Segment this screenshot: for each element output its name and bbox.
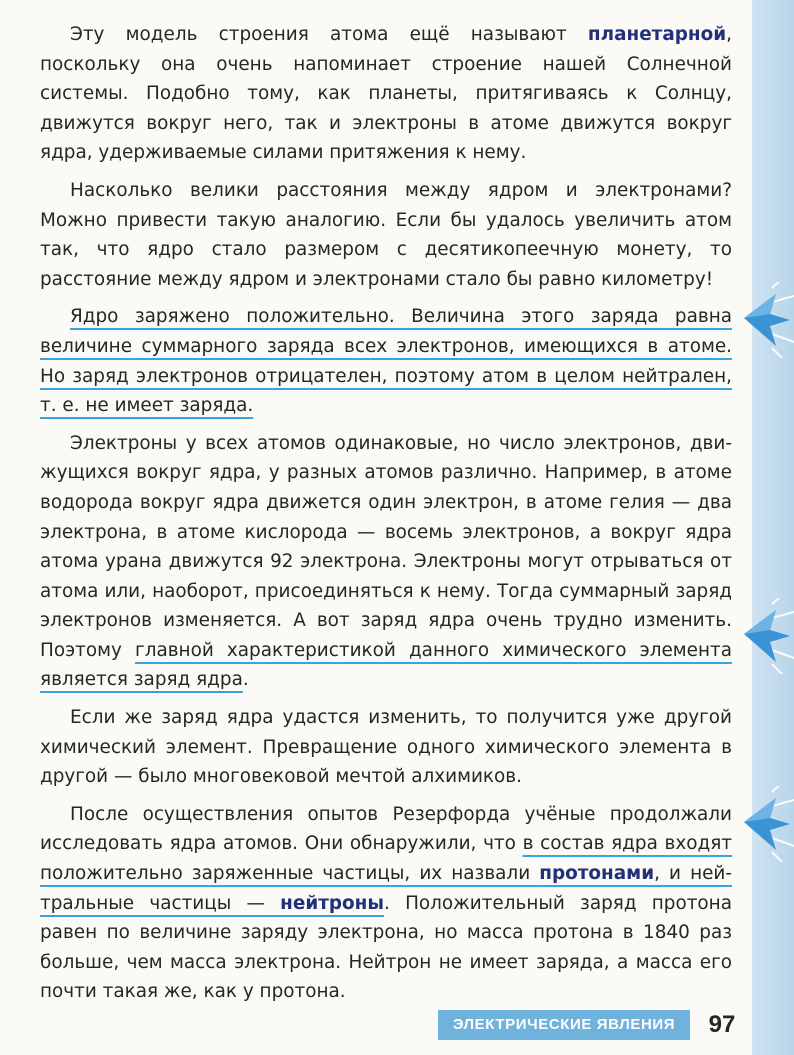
- page-body: [40, 20, 732, 1015]
- paragraph: [40, 176, 732, 294]
- text-run: Эту модель строения атома ещё называют: [70, 24, 588, 45]
- key-term: протонами: [539, 863, 655, 885]
- highlighted-statement: , и нейтральные частицы —: [40, 863, 733, 914]
- page-number: 97: [708, 1011, 736, 1038]
- paragraph: [40, 302, 732, 420]
- paragraph: [40, 429, 732, 695]
- key-term: нейтроны: [280, 892, 385, 914]
- arrow-pointer-icon: [742, 598, 794, 674]
- highlighted-statement: главной характеристикой данного химического элемента является заряд ядра: [40, 639, 732, 691]
- text-run: Электроны у всех атомов одинаковые, но число электронов, движущихся вокруг ядра, у разных атомов различно. Например, в атоме водорода вокруг ядра движется один электрон, в атоме гелия — два электрона, в атоме кислорода — восемь электронов, а вокруг ядра атома урана движутся 92 электрона. Электроны могут отрываться от атома или, наоборот, присоединяться к нему. Тогда суммарный заряд электронов изменяется. А вот заряд ядра очень трудно изменить. Поэтому: [40, 432, 732, 661]
- highlighted-statement: Ядро заряжено положительно. Величина этого заряда равна величине суммарного заряда всех электронов, имеющихся в атоме. Но заряд электронов отрицателен, поэтому атом в целом нейтрален, т. е. не имеет заряда.: [40, 306, 732, 417]
- arrow-pointer-icon: [742, 786, 794, 862]
- text-run: . Положительный заряд протона равен по величине заряду электрона, но масса протона в 1840 раз больше, чем масса электрона. Нейтрон не имеет заряда, а масса его почти такая же, как у протона.: [40, 892, 732, 1003]
- page-edge-sidebar: [752, 0, 794, 1055]
- text-run: После осуществления опытов Резерфорда учёные продолжали исследовать ядра атомов. Они обнаружили, что: [40, 803, 732, 855]
- paragraph: [40, 800, 732, 1007]
- paragraph: [40, 703, 732, 792]
- paragraph: [40, 20, 732, 168]
- text-run: .: [242, 669, 249, 691]
- text-run: , поскольку она очень напоминает строение нашей Солнечной системы. Подобно тому, как планеты, притягиваясь к Солнцу, движутся вокруг него, так и электроны в атоме движутся вокруг ядра, удерживаемые силами притяжения к нему.: [40, 24, 732, 164]
- key-term: планетарной: [587, 24, 727, 45]
- section-title-footer: ЭЛЕКТРИЧЕСКИЕ ЯВЛЕНИЯ: [438, 1010, 690, 1040]
- arrow-pointer-icon: [742, 282, 794, 358]
- text-run: Если же заряд ядра удастся изменить, то получится уже другой химический элемент. Превращение одного химического элемента в другой — было многовековой мечтой алхимиков.: [40, 707, 732, 788]
- highlighted-statement: в состав ядра входят положительно заряженные частицы, их назвали: [40, 833, 732, 885]
- text-run: Насколько велики расстояния между ядром и электронами? Можно привести такую аналогию. Если бы удалось увеличить атом так, что ядро стало размером с десятикопеечную монету, то расстояние между ядром и электронами стало бы равно километру!: [40, 179, 732, 290]
